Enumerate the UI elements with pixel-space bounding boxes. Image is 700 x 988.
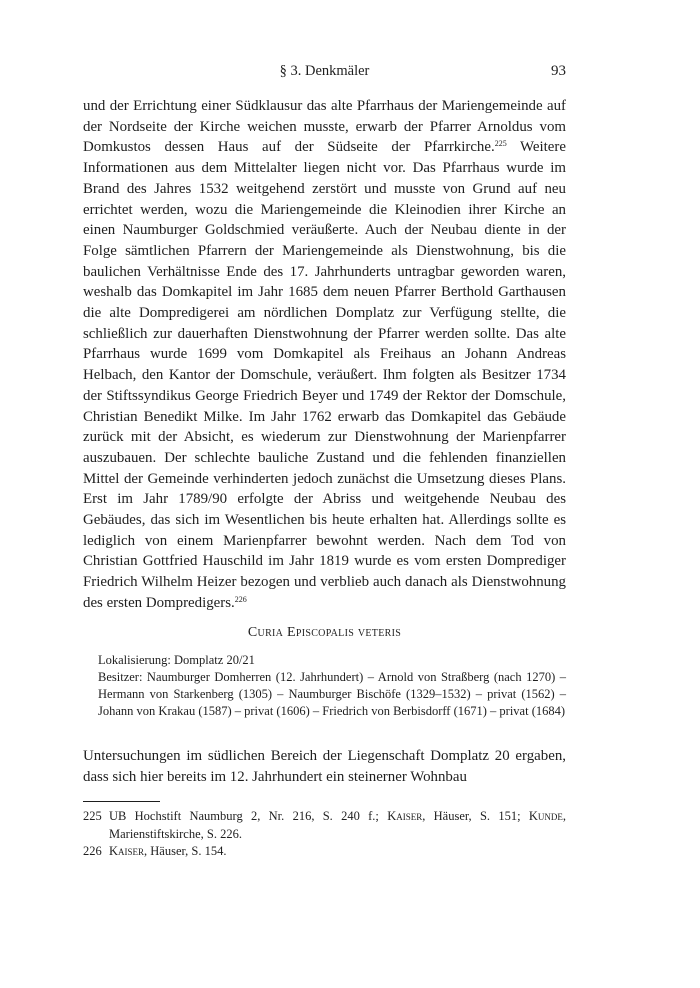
location-line: Lokalisierung: Domplatz 20/21 <box>98 653 255 667</box>
paragraph-text-continued: Weitere Informationen aus dem Mittelalter liegen nicht vor. Das Pfarrhaus wurde im Brand des Jahres 1532 weitgehend zerstört und musste von Grund auf neu errichtet werden, wozu die Mariengemeinde die Kleinodien ihrer Kirche an einen Naumburger Goldschmied veräußerte. Auch der Neubau diente in der Folge sämtlichen Pfarrern der Mariengemeinde als Dienstwohnung, bis die baulichen Verhältnisse Ende des 17. Jahrhunderts untragbar geworden waren, weshalb das Domkapitel im Jahr 1685 dem neuen Pfarrer Berthold Garthausen die alte Dompredigerei am nördlichen Domplatz zur Verfügung stellte, die schließlich zur dauerhaften Dienstwohnung der Pfarrer werden sollte. Das alte Pfarrhaus wurde 1699 vom Domkapitel als Freihaus an Johann Andreas Helbach, den Kantor der Domschule, veräußert. Ihm folgten als Besitzer 1734 der Stiftssyndikus George Friedrich Beyer und 1749 der Rektor der Domschule, Christian Benedikt Milke. Im Jahr 1762 erwarb das Domkapitel das Gebäude zurück mit der Absicht, es wiederum zur Dienstwohnung der Marienpfarrer auszubauen. Der schlechte bauliche Zustand und die fehlenden finanziellen Mittel der Gemeinde verhinderten jedoch zunächst die Umsetzung dieses Plans. Erst im Jahr 1789/90 erfolgte der Abriss und weitgehende Neubau des Gebäudes, das sich im Wesentlichen bis heute erhalten hat. Allerdings sollte es lediglich von einem Marienpfarrer bewohnt werden. Nach dem Tod von Christian Gottfried Hauschild im Jahr 1819 wurde es vom ersten Domprediger Friedrich Wilhelm Heizer bezogen und verblieb auch danach als Dienstwohnung des ersten Dompredigers. <box>83 139 566 611</box>
footnote-author: Kaiser <box>109 844 145 858</box>
page-number: 93 <box>551 63 566 79</box>
footnote-text <box>109 843 566 861</box>
footnote-part: UB Hochstift Naumburg 2, Nr. 216, S. 240 f.; <box>109 809 388 823</box>
footnote-ref-226[interactable]: 226 <box>234 594 247 604</box>
section-heading: Curia Episcopalis veteris <box>247 625 402 640</box>
entry-paragraph: Untersuchungen im südlichen Bereich der Liegenschaft Domplatz 20 ergaben, dass sich hier bereits im 12. Jahrhundert ein steinerner Wohnbau <box>83 748 566 785</box>
paragraph-text: und der Errichtung einer Südklausur das alte Pfarrhaus der Mariengemeinde auf der Nordseite der Kirche weichen musste, erwarb der Pfarrer Arnoldus vom Domkustos dessen Haus auf der Südseite der Pfarrkirche. <box>83 98 566 156</box>
footnote-author: Kunde <box>528 809 563 823</box>
paragraph <box>83 96 566 614</box>
owners-list: Besitzer: Naumburger Domherren (12. Jahrhundert) – Arnold von Straßberg (nach 1270) – Hermann von Starkenberg (1305) – Naumburger Bischöfe (1329–1532) – privat (1562) – Johann von Krakau (1587) – privat (1606) – Friedrich von Berbisdorff (1671) – privat (1684) <box>98 670 566 718</box>
footnote-ref-225[interactable]: 225 <box>494 139 507 149</box>
entry-text <box>83 746 566 788</box>
footnote-author: Kaiser <box>387 809 423 823</box>
entry-metadata <box>98 652 566 720</box>
footnote-number: 225 <box>83 809 102 823</box>
footnote-226 <box>83 843 566 861</box>
running-title: § 3. Denkmäler <box>279 63 370 79</box>
footnotes <box>83 808 566 861</box>
main-text <box>83 96 566 614</box>
footnote-number: 226 <box>83 844 102 858</box>
footnote-part: , Häuser, S. 154. <box>144 844 227 858</box>
footnote-225 <box>83 808 566 843</box>
footnote-part: , Häuser, S. 151; <box>422 809 529 823</box>
footnote-text <box>109 808 566 843</box>
footnote-divider <box>83 801 160 802</box>
footnote-part: , Marienstiftskirche, S. 226. <box>109 809 566 841</box>
